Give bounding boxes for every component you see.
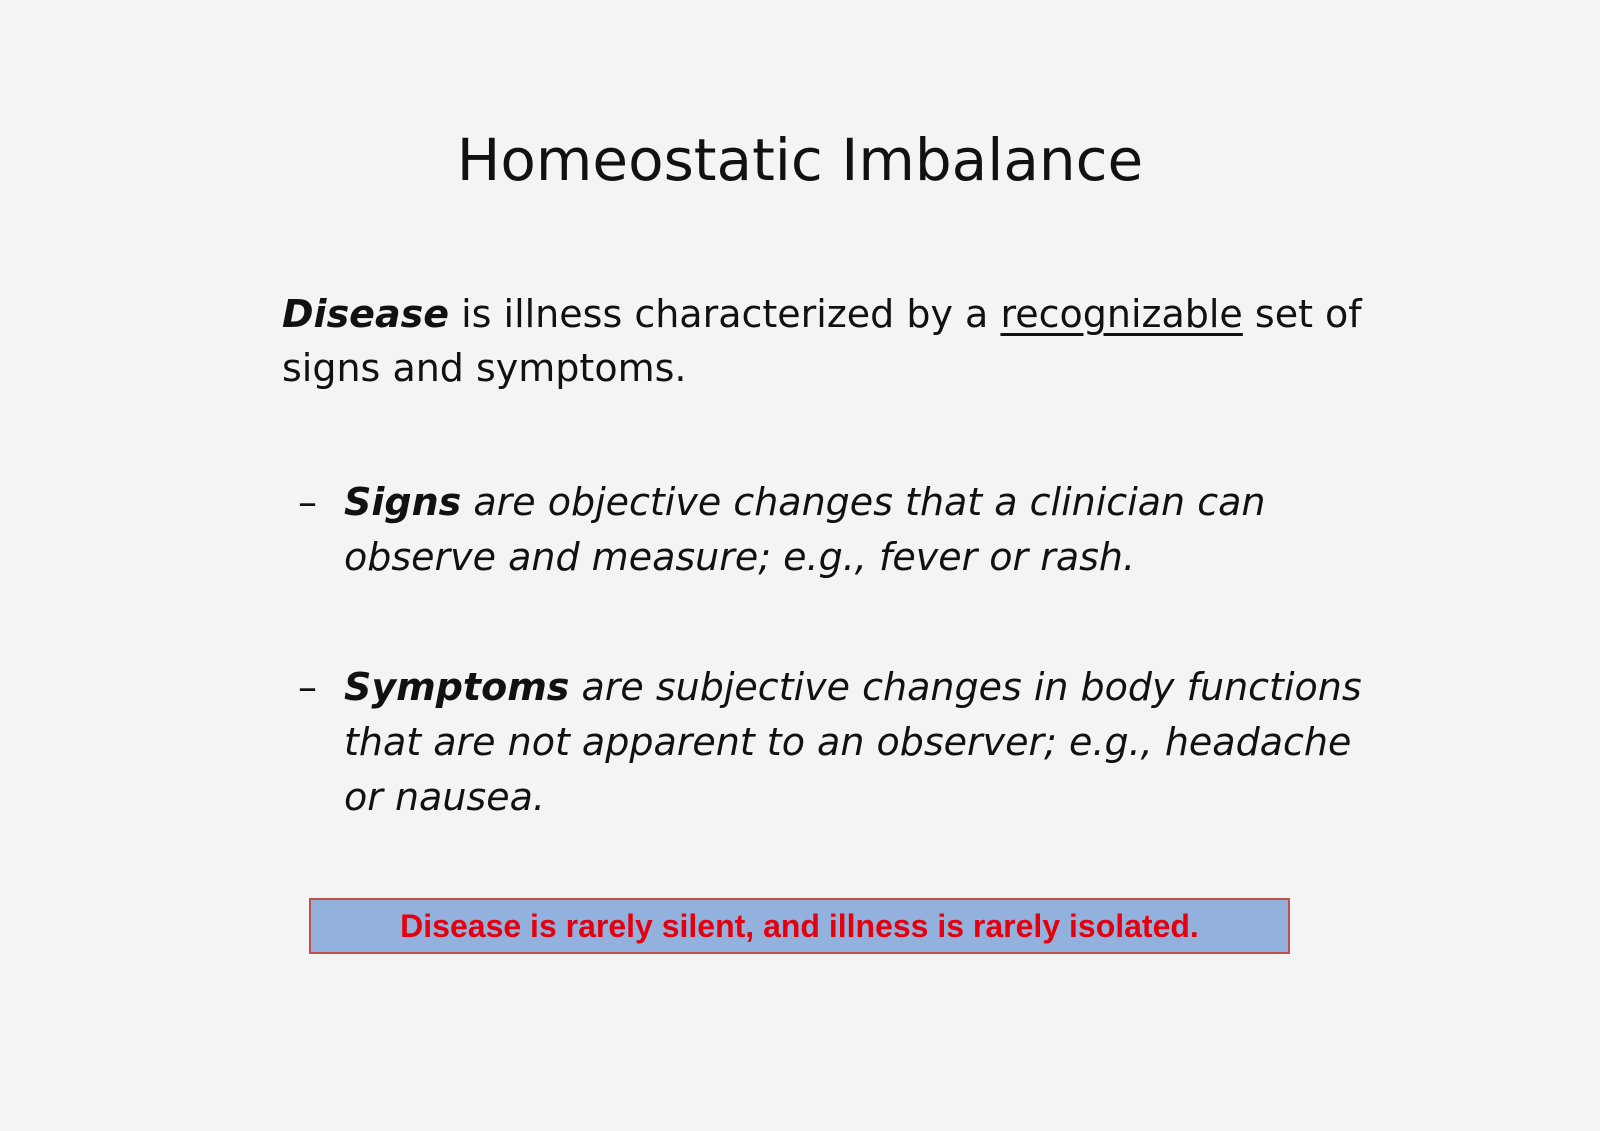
- bullet-signs: [298, 475, 1378, 585]
- callout-text: Disease is rarely silent, and illness is rarely isolated.: [400, 908, 1199, 944]
- intro-paragraph: [282, 287, 1362, 395]
- symptoms-term: Symptoms: [344, 665, 570, 709]
- symptoms-text: are subjective changes in body functions that are not apparent to an observer; e.g., headache or nausea.: [344, 665, 1362, 819]
- bullet-dash: –: [298, 665, 317, 709]
- recognizable-underlined: recognizable: [1000, 292, 1243, 336]
- disease-term: Disease: [282, 292, 449, 336]
- signs-text: are objective changes that a clinician can observe and measure; e.g., fever or rash.: [344, 480, 1266, 579]
- callout-box: [309, 898, 1290, 954]
- bullet-body: [344, 660, 1378, 825]
- bullet-body: [344, 475, 1378, 585]
- slide-title: Homeostatic Imbalance: [456, 126, 1144, 194]
- bullet-symptoms: [298, 660, 1378, 825]
- bullet-dash: –: [298, 480, 317, 524]
- intro-text-after: set of signs and symptoms.: [282, 292, 1362, 390]
- signs-term: Signs: [344, 480, 462, 524]
- intro-text-before: is illness characterized by a: [449, 292, 1001, 336]
